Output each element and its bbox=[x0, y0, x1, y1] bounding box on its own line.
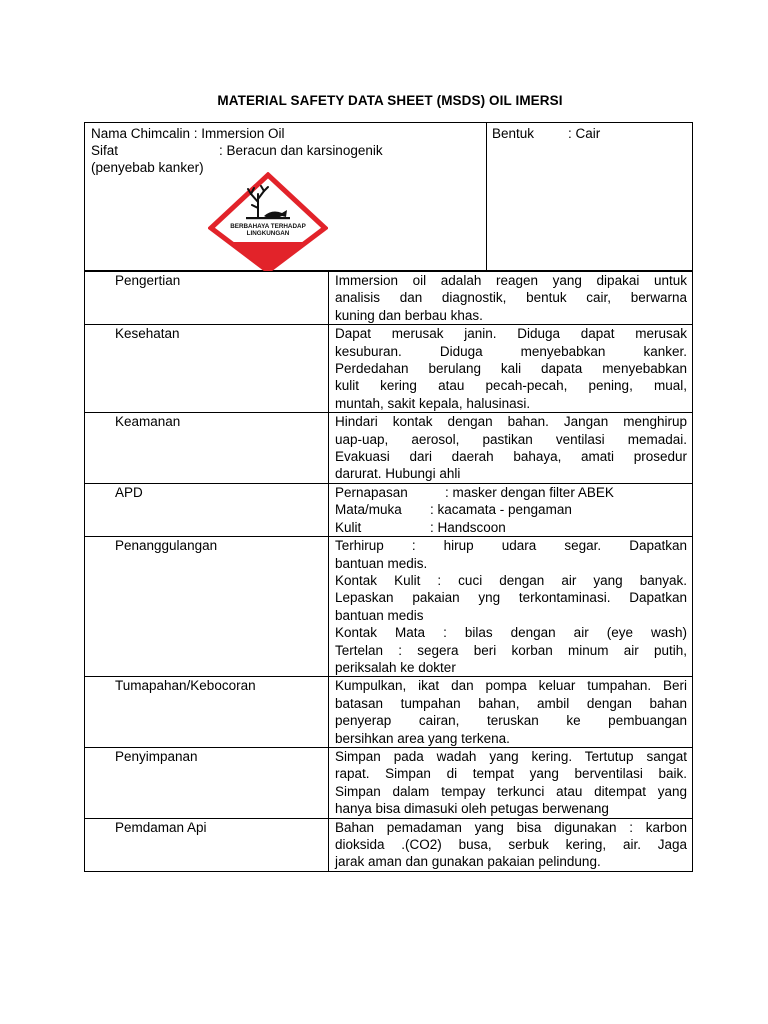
description-line: kuning dan berbau khas. bbox=[335, 307, 483, 323]
table-row bbox=[85, 537, 693, 677]
apd-item-value: : Handscoon bbox=[430, 519, 506, 535]
row-label: Kesehatan bbox=[85, 325, 329, 413]
bentuk-value: : Cair bbox=[568, 126, 601, 141]
description-line: dioksida .(CO2) busa, serbuk kering, air. Jaga bbox=[335, 837, 687, 852]
description-line: bersihkan area yang terkena. bbox=[335, 730, 510, 746]
bentuk-label: Bentuk bbox=[492, 126, 535, 141]
description-line: Lepaskan pakaian yng terkontaminasi. Dapatkan bbox=[335, 590, 687, 606]
description-line: periksalah ke dokter bbox=[335, 659, 456, 675]
bentuk-field bbox=[492, 125, 601, 142]
row-label: Penanggulangan bbox=[85, 537, 329, 677]
description-line: kesuburan. Diduga menyebabkan kanker. bbox=[335, 343, 687, 359]
table-row bbox=[85, 413, 693, 484]
row-label: Penyimpanan bbox=[85, 747, 329, 818]
row-label: Tumapahan/Kebocoran bbox=[85, 677, 329, 748]
table-row bbox=[85, 677, 693, 748]
description-line: penyerap cairan, teruskan ke pembuangan bbox=[335, 713, 687, 729]
description-line: batasan tumpahan bahan, ambil dengan bahan bbox=[335, 695, 687, 711]
row-description bbox=[329, 413, 693, 484]
description-line: Immersion oil adalah reagen yang dipakai untuk bbox=[335, 273, 687, 288]
header-left-cell bbox=[85, 123, 487, 270]
sifat-line bbox=[91, 142, 383, 159]
table-row bbox=[85, 483, 693, 536]
table-row bbox=[85, 325, 693, 413]
row-description bbox=[329, 677, 693, 748]
apd-item bbox=[335, 484, 687, 501]
description-line: Tertelan : segera beri korban minum air putih, bbox=[335, 642, 687, 658]
description-line: Evakuasi dari daerah bahaya, amati prosedur bbox=[335, 449, 687, 465]
row-description bbox=[329, 537, 693, 677]
row-label: Pemdaman Api bbox=[85, 818, 329, 871]
row-description bbox=[329, 818, 693, 871]
description-line: uap-uap, aerosol, pastikan ventilasi memadai. bbox=[335, 431, 687, 447]
description-line: Dapat merusak janin. Diduga dapat merusak bbox=[335, 326, 687, 342]
apd-item bbox=[335, 501, 687, 518]
description-line: rapat. Simpan di tempat yang berventilasi baik. bbox=[335, 766, 687, 782]
description-line: kulit kering atau pecah-pecah, pening, mual, bbox=[335, 378, 687, 394]
row-label: Keamanan bbox=[85, 413, 329, 484]
description-line: Kontak Mata : bilas dengan air (eye wash) bbox=[335, 625, 687, 641]
description-line: muntah, sakit kepala, halusinasi. bbox=[335, 395, 531, 411]
document-title: MATERIAL SAFETY DATA SHEET (MSDS) OIL IMERSI bbox=[217, 93, 563, 108]
apd-item-value: : masker dengan filter ABEK bbox=[445, 484, 614, 500]
chemical-name: Nama Chimcalin : Immersion Oil bbox=[91, 126, 285, 141]
hazard-label-line-2: LINGKUNGAN bbox=[246, 230, 290, 237]
description-line: Terhirup : hirup udara segar. Dapatkan bbox=[335, 538, 687, 554]
description-line: Simpan pada wadah yang kering. Tertutup sangat bbox=[335, 748, 687, 764]
hazard-label-line-1: BERBAHAYA TERHADAP bbox=[230, 223, 306, 230]
sifat-continuation: (penyebab kanker) bbox=[91, 160, 204, 175]
apd-item bbox=[335, 519, 687, 536]
row-description bbox=[329, 483, 693, 536]
row-label: Pengertian bbox=[85, 272, 329, 325]
row-description bbox=[329, 747, 693, 818]
apd-item-key: Mata/muka bbox=[335, 502, 402, 518]
environmental-hazard-pictogram bbox=[208, 172, 328, 272]
msds-table-body bbox=[85, 272, 693, 872]
msds-table bbox=[84, 271, 693, 872]
header-box bbox=[84, 122, 693, 271]
description-line: bantuan medis bbox=[335, 607, 424, 623]
row-label: APD bbox=[85, 483, 329, 536]
sifat-label: Sifat bbox=[91, 143, 119, 158]
description-line: Bahan pemadaman yang bisa digunakan : karbon bbox=[335, 819, 687, 835]
sifat-value: : Beracun dan karsinogenik bbox=[219, 143, 383, 158]
description-line: bantuan medis. bbox=[335, 555, 428, 571]
apd-item-key: Pernapasan bbox=[335, 484, 408, 500]
description-line: Perdedahan berulang kali dapata menyebabkan bbox=[335, 361, 687, 377]
row-description bbox=[329, 272, 693, 325]
table-row bbox=[85, 747, 693, 818]
table-row bbox=[85, 272, 693, 325]
description-line: Kumpulkan, ikat dan pompa keluar tumpahan. Beri bbox=[335, 678, 687, 694]
description-line: Simpan dalam tempay terkunci atau ditempat yang bbox=[335, 783, 687, 799]
row-description bbox=[329, 325, 693, 413]
description-line: analisis dan diagnostik, bentuk cair, berwarna bbox=[335, 290, 687, 306]
description-line: Kontak Kulit : cuci dengan air yang banyak. bbox=[335, 572, 687, 588]
description-line: Hindari kontak dengan bahan. Jangan menghirup bbox=[335, 414, 687, 430]
table-row bbox=[85, 818, 693, 871]
description-line: darurat. Hubungi ahli bbox=[335, 466, 461, 482]
apd-item-value: : kacamata - pengaman bbox=[430, 502, 572, 518]
apd-item-key: Kulit bbox=[335, 519, 362, 535]
description-line: jarak aman dan gunakan pakaian pelindung. bbox=[335, 854, 601, 870]
description-line: hanya bisa dimasuki oleh petugas berwenang bbox=[335, 801, 609, 817]
